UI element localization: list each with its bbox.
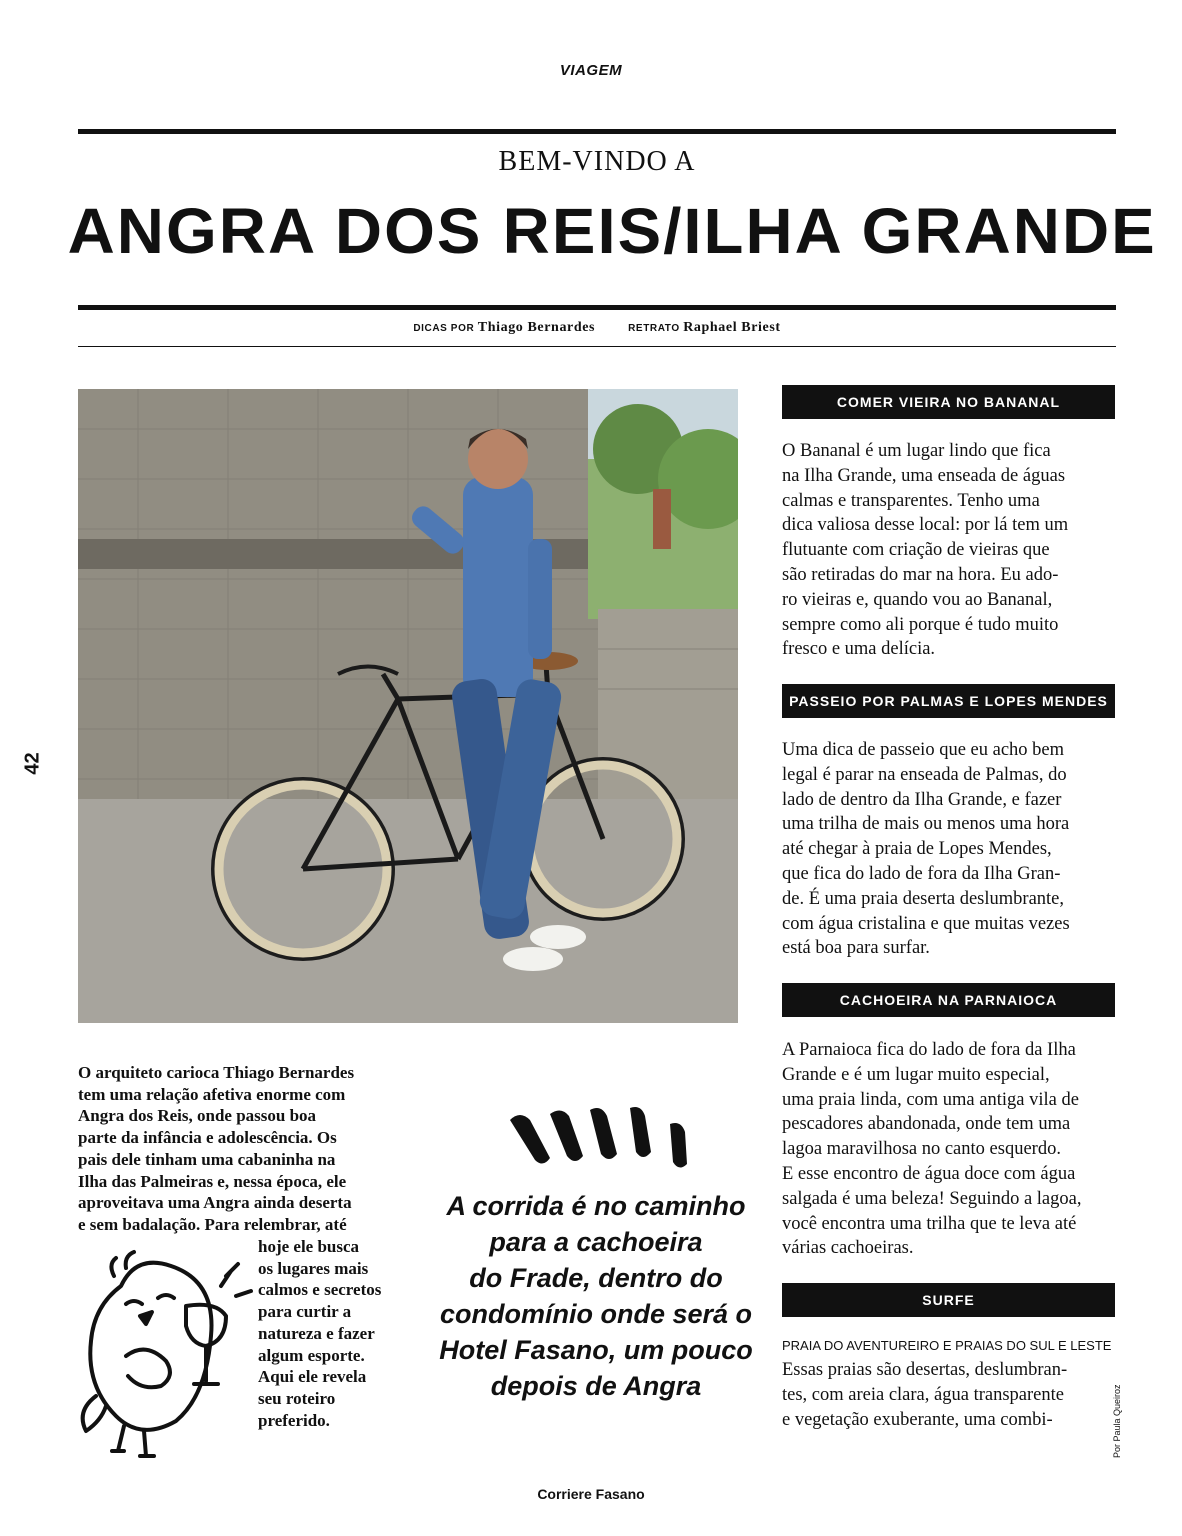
intro-line: e sem badalação. Para relembrar, até [78,1214,347,1234]
intro-line: Angra dos Reis, onde passou boa [78,1106,317,1126]
page-number: 42 [21,752,44,775]
body-line: várias cachoeiras. [782,1238,914,1259]
quote-line: condomínio onde será o [439,1299,753,1329]
body-line: pescadores abandonada, onde tem uma [782,1114,1071,1135]
intro-line: aproveitava uma Angra ainda deserta [78,1193,352,1213]
section-body-surfe [782,1358,1115,1432]
body-line: e vegetação exuberante, uma combi- [782,1409,1053,1430]
section-title-bananal: COMER VIEIRA NO BANANAL [782,385,1115,419]
body-line: lagoa maravilhosa no canto esquerdo. [782,1139,1061,1160]
body-line: com água cristalina e que muitas vezes [782,913,1070,934]
body-line: são retiradas do mar na hora. Eu ado- [782,564,1059,585]
headline: ANGRA DOS REIS/ILHA GRANDE [67,195,1157,267]
section-body-bananal [782,439,1115,662]
section-title-parnaioca: CACHOEIRA NA PARNAIOCA [782,983,1115,1017]
intro-line: tem uma relação afetiva enorme com [78,1084,346,1104]
body-line: Grande e é um lugar muito especial, [782,1064,1050,1085]
quote-line: Hotel Fasano, um pouco [439,1335,753,1365]
body-line: que fica do lado de fora da Ilha Gran- [782,863,1061,884]
intro-wrap-line: os lugares mais [258,1258,369,1278]
headline-bottom-rule [78,305,1116,310]
intro-wrap-line: natureza e fazer [258,1323,375,1343]
intro-wrap-line: hoje ele busca [258,1237,360,1256]
body-line: Uma dica de passeio que eu acho bem [782,740,1065,760]
pull-quote [418,1188,774,1404]
body-line: está boa para surfar. [782,938,930,959]
body-line: E esse encontro de água doce com água [782,1163,1076,1184]
portrait-name: Raphael Briest [683,320,781,335]
portrait-photo [78,389,738,1023]
section-title-palmas: PASSEIO POR PALMAS E LOPES MENDES [782,684,1115,718]
intro-line: parte da infância e adolescência. Os [78,1128,337,1148]
body-line: A Parnaioca fica do lado de fora da Ilha [782,1040,1076,1060]
tips-name: Thiago Bernardes [477,320,596,335]
quote-line: do Frade, dentro do [469,1263,723,1293]
section-body-parnaioca [782,1038,1115,1261]
body-line: flutuante com criação de vieiras que [782,540,1050,561]
body-line: sempre como ali porque é tudo muito [782,614,1059,635]
body-line: ro vieiras e, quando vou ao Bananal, [782,589,1053,610]
kicker: BEM-VINDO A [498,146,696,177]
body-line: Essas praias são desertas, deslumbran- [782,1360,1068,1380]
intro-line: Ilha das Palmeiras e, nessa época, ele [78,1171,347,1191]
brush-marks-decoration [505,1106,695,1172]
credits-rule [78,346,1116,347]
body-line: de. É uma praia deserta deslumbrante, [782,888,1065,909]
intro-wrap-paragraph [258,1236,418,1431]
quote-line: A corrida é no caminho [446,1191,746,1221]
portrait-tag: RETRATO [628,323,680,334]
quote-line: depois de Angra [490,1371,702,1401]
intro-line: O arquiteto carioca Thiago Bernardes [78,1063,355,1082]
body-line: uma praia linda, com uma antiga vila de [782,1089,1079,1110]
intro-wrap-line: preferido. [258,1410,330,1430]
intro-line: pais dele tinham uma cabaninha na [78,1149,336,1169]
section-body-palmas [782,738,1115,961]
bird-illustration [66,1246,256,1466]
section-label: VIAGEM [559,62,623,79]
section-title-surfe: SURFE [782,1283,1115,1317]
body-line: uma trilha de mais ou menos uma hora [782,814,1070,835]
intro-wrap-line: algum esporte. [258,1345,365,1365]
intro-wrap-line: Aqui ele revela [258,1367,367,1387]
body-line: calmas e transparentes. Tenho uma [782,490,1040,511]
body-line: tes, com areia clara, água transparente [782,1384,1064,1405]
body-line: você encontra uma trilha que te leva até [782,1213,1077,1234]
credits [78,320,1116,336]
intro-wrap-line: seu roteiro [258,1388,336,1408]
tips-tag: DICAS POR [413,323,475,334]
body-line: na Ilha Grande, uma enseada de águas [782,465,1066,486]
body-line: salgada é uma beleza! Seguindo a lagoa, [782,1188,1082,1209]
quote-line: para a cachoeira [489,1227,703,1257]
top-rule [78,129,1116,134]
intro-wrap-line: calmos e secretos [258,1280,382,1300]
footer: Corriere Fasano [537,1486,645,1502]
body-line: lado de dentro da Ilha Grande, e fazer [782,789,1062,810]
intro-wrap-line: para curtir a [258,1302,352,1322]
body-line: até chegar à praia de Lopes Mendes, [782,839,1052,860]
illustration-credit: Por Paula Queiroz [1112,1384,1122,1458]
intro-paragraph [78,1062,403,1236]
body-line: fresco e uma delícia. [782,639,936,660]
section-subtitle-surfe: PRAIA DO AVENTUREIRO E PRAIAS DO SUL E LESTE [782,1338,1112,1353]
body-line: legal é parar na enseada de Palmas, do [782,764,1067,785]
body-line: dica valiosa desse local: por lá tem um [782,515,1069,536]
body-line: O Bananal é um lugar lindo que fica [782,441,1051,461]
